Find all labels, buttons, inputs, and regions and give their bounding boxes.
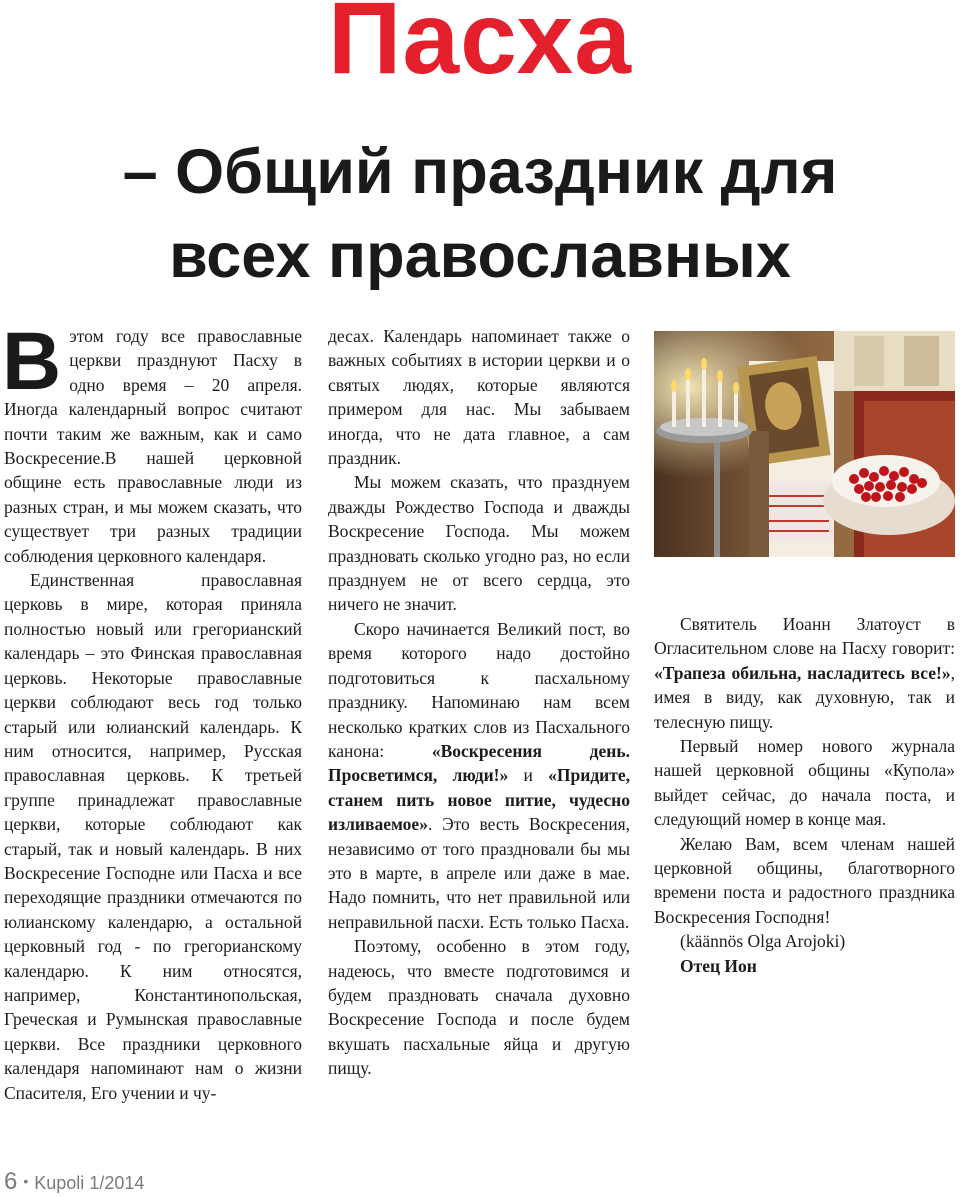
paragraph: Поэтому, особенно в этом году, надеюсь, что вместе подготовимся и будем праздновать сначала духовно Воскресение Господа и после будем вкушать пасхальные яйца и другую пищу. — [328, 936, 630, 1079]
magazine-issue: Kupoli 1/2014 — [34, 1173, 145, 1193]
paragraph-text: и — [508, 765, 549, 786]
paragraph — [654, 612, 955, 734]
subtitle-line-2: всех православных — [169, 221, 791, 291]
paragraph: Единственная православная церковь в мире, которая приняла полностью новый или грегорианский календарь – это Финская православная церковь. Некоторые православные церкви соблюдают весь год только старый или юлианский календарь. К ним относится, например, Русская православная церковь. К третьей группе принадлежат православные церкви, которые соблюдают как старый, так и новый календарь. В них Воскресение Господне или Пасха и все переходящие праздники отмечаются по юлианскому календарю, а остальной церковный год - по грегорианскому календарю. К ним относятся, например, Константинопольская, Греческая и Румынская православные церкви. Все праздники церковного календаря напоминают нам о жизни Спасителя, Его учении и чу- — [4, 570, 302, 1103]
paragraph-text: Святитель Иоанн Златоуст в Огласительном слове на Пасху говорит: — [654, 614, 955, 659]
article-column-2 — [328, 324, 630, 1081]
paragraph: Желаю Вам, всем членам нашей церковной общины, благотворного времени поста и радостного праздника Воскресения Господня! — [654, 833, 955, 927]
paragraph — [2, 316, 302, 568]
photo-image — [654, 331, 955, 557]
page-number: 6 — [4, 1168, 18, 1195]
paragraph-text: , имея в виду, как духовную, так и телесную пищу. — [654, 662, 955, 732]
church-candles-photo — [654, 331, 955, 557]
paragraph-text: . Это весть Воскресения, независимо от того праздновали бы мы это в марте, в апреле или даже в мае. Надо помнить, что нет правильной или неправильной пасхи. Есть только Пасха. — [328, 814, 630, 932]
author-signature: Отец Ион — [680, 955, 757, 976]
page-footer — [4, 1168, 144, 1196]
article-column-3 — [654, 612, 955, 978]
paragraph-text: этом году все православные церкви празднуют Пасху в одно время – 20 апреля. Иногда календарный вопрос считают почти таким же важным, как и само Воскресение.В нашей церковной общине есть православные люди из разных стран, и мы можем сказать, что существует три разных традиции соблюдения церковного календаря. — [4, 326, 302, 566]
quote-bold: «Воскресения день. Просветимся, люди!» — [328, 740, 630, 786]
paragraph: Мы можем сказать, что празднуем дважды Рождество Господа и дважды Воскресение Господа. Мы можем праздновать сколько угодно раз, но если празднуем не от всего сердца, это ничего не значит. — [328, 472, 630, 615]
paragraph: Первый номер нового журнала нашей церковной общины «Купола» выйдет сейчас, до начала поста, и следующий номер в конце мая. — [654, 736, 955, 830]
article-column-1 — [2, 316, 302, 1105]
paragraph-text: Скоро начинается Великий пост, во время которого надо достойно подготовиться к пасхальному празднику. Напоминаю нам всем несколько кратких слов из Пасхального канона: — [328, 618, 630, 761]
quote-bold: «Придите, станем пить новое питие, чудесно изливаемое» — [328, 765, 630, 835]
paragraph: десах. Календарь напоминает также о важных событиях в истории церкви и о святых людях, которые являются примером для нас. Мы забываем иногда, что не дата главное, а сам праздник. — [328, 326, 630, 469]
subtitle-line-1: – Общий праздник для — [122, 137, 838, 207]
paragraph — [328, 617, 630, 934]
translation-credit: (käännös Olga Arojoki) — [680, 931, 846, 952]
drop-cap: В — [2, 316, 62, 407]
page-title: Пасха — [328, 0, 632, 95]
quote-bold: «Трапеза обильна, насладитесь все!» — [654, 662, 951, 683]
footer-bullet: • — [23, 1173, 29, 1189]
page-subtitle — [0, 130, 960, 298]
